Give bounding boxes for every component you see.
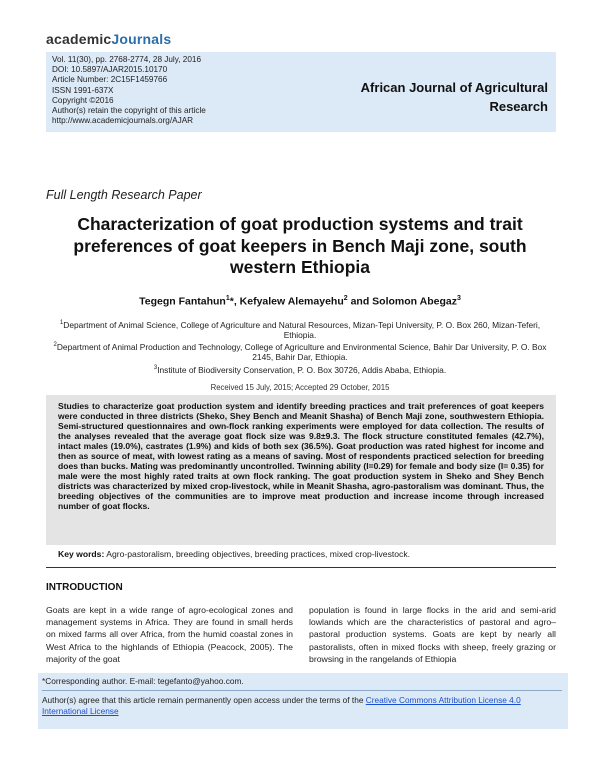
publisher-logo [46, 31, 171, 47]
author-name: Tegegn Fantahun [139, 295, 226, 308]
journal-name-line1: African Journal of Agricultural [360, 80, 548, 95]
corresponding-author: *Corresponding author. E-mail: tegefanto@yahoo.com. [42, 676, 244, 686]
affiliation-text: Department of Animal Science, College of Agriculture and Natural Resources, Mizan-Tepi University, P. O. Box 260, Mizan-Teferi, Ethiopia. [63, 319, 541, 341]
meta-rights: Author(s) retain the copyright of this article [52, 106, 206, 116]
affiliation-3 [46, 363, 554, 375]
journal-name-line2: Research [489, 99, 548, 114]
affiliation-mark: 3 [153, 364, 158, 371]
meta-url[interactable]: http://www.academicjournals.org/AJAR [52, 116, 194, 126]
introduction-column-left: Goats are kept in a wide range of agro-ecological zones and management systems in Africa. They are found in small herds on mixed farms all over Africa, from the humid coastal zones in West Africa to the highlands of Ethiopia (Peacock, 2005). The majority of the goat [46, 605, 293, 664]
affiliation-1 [46, 318, 554, 340]
license-statement [42, 695, 564, 716]
journal-name [328, 78, 548, 116]
meta-copyright: Copyright ©2016 [52, 95, 114, 105]
author-affiliation-mark: 2 [343, 295, 348, 302]
meta-article-number: Article Number: 2C15F1459766 [52, 75, 168, 85]
meta-doi: DOI: 10.5897/AJAR2015.10170 [52, 65, 168, 75]
author-list [50, 295, 550, 308]
affiliations [46, 318, 554, 375]
affiliation-mark: 1 [59, 320, 64, 326]
keywords [58, 549, 548, 559]
paper-title: Characterization of goat production systems and trait preferences of goat keepers in Bench Maji zone, south western Ethiopia [73, 214, 527, 277]
affiliation-text: Department of Animal Production and Technology, College of Agriculture and Environmental Science, Bahir Dar University, P. O. Box 2145, Bahir Dar, Ethiopia. [56, 342, 547, 363]
license-text: Author(s) agree that this article remain permanently open access under the terms of the [42, 695, 366, 705]
paper-type: Full Length Research Paper [46, 188, 202, 202]
introduction-column-right: population is found in large flocks in the arid and semi-arid lowlands which are the characteristics of pastoral and agro–pastoral production systems. Goats are kept by nearly all pastoralists, often in mixed flocks with sheep, freely grazing or browsing in the rangelands of Ethiopia [309, 605, 556, 664]
author-separator: *, [229, 295, 240, 308]
affiliation-2 [46, 340, 554, 362]
meta-issn: ISSN 1991-637X [52, 85, 114, 95]
meta-volume: Vol. 11(30), pp. 2768-2774, 28 July, 2016 [52, 55, 201, 64]
section-divider [46, 567, 556, 568]
author-name: Solomon Abegaz [372, 295, 457, 308]
footnote-divider [42, 690, 562, 691]
introduction-heading: INTRODUCTION [46, 582, 123, 593]
logo-part-journals: Journals [111, 31, 172, 47]
logo-part-academic: academic [46, 31, 112, 47]
received-dates: Received 15 July, 2015; Accepted 29 October, 2015 [210, 383, 390, 392]
author-separator: and [347, 295, 373, 308]
author-affiliation-mark: 3 [456, 295, 461, 302]
keywords-label: Key words: [58, 549, 105, 559]
affiliation-text: Institute of Biodiversity Conservation, P. O. Box 30726, Addis Ababa, Ethiopia. [157, 364, 447, 375]
abstract-text: Studies to characterize goat production system and identify breeding practices and trait preferences of goat keepers were conducted in three districts (Sheko, Shey Bench and Meanit Shasha) of Bench Maji zone, southwestern Ethiopia. Semi-structured questionnaires and own-flock ranking experiments were employed for data collection. The results of the analyses revealed that the average goat flock size was 9.8±9.3. The flock structure constituted females (42.7%), intact males (19.0%), castrates (1.9%) and kids of both sex (36.5%). Goat production was rated highest for income and then as source of meat, with lowest rating as a means of saving. Most of respondents practiced selection for breeding does than bucks. Mating was predominantly uncontrolled. Twinning ability (I=0.29) for female and body size (I= 0.35) for male were the most highly rated traits at own flock ranking. The goat production system in Sheko and Shey Bench districts was characterized by mixed crop-livestock, while in Meanit Shasha, agro-pastoralism was dominant. Thus, the breeding objectives of the communities are to improve meat production and increase income through increased number of goat flocks. [58, 401, 544, 512]
author-name: Kefyalew Alemayehu [239, 295, 344, 308]
article-metadata [52, 55, 206, 126]
affiliation-mark: 2 [53, 342, 57, 349]
author-affiliation-mark: 1 [225, 295, 230, 302]
keywords-list: Agro-pastoralism, breeding objectives, breeding practices, mixed crop-livestock. [106, 549, 411, 559]
license-link[interactable]: Creative Commons Attribution License 4.0 International License [42, 695, 521, 716]
